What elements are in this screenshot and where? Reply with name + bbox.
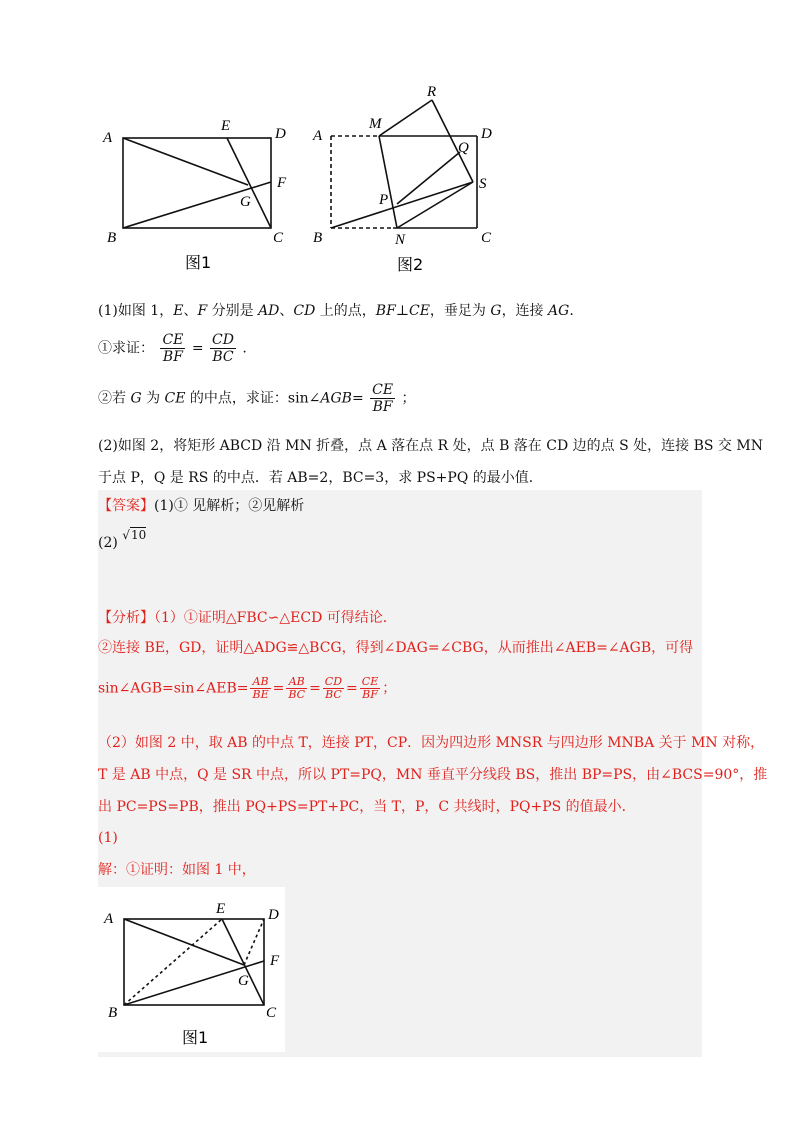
label-g: G: [240, 194, 251, 210]
label-q: Q: [458, 140, 469, 156]
segment-ce: [222, 919, 264, 1005]
analysis-line6: 出 PC=PS=PB，推出 PQ+PS=PT+PC，当 T，P，C 共线时，PQ+PS 的值最小．: [98, 799, 636, 815]
analysis-line5: T 是 AB 中点，Q 是 SR 中点，所以 PT=PQ，MN 垂直平分线段 BS，推出 BP=PS，由∠BCS=90°，推: [98, 767, 768, 783]
solution-label: (1): [98, 830, 118, 846]
label-d: D: [268, 907, 279, 923]
analysis-line3: sin∠AGB=sin∠AEB= $\frac{AB}{BE}$ = $\frac{AB}{BC}$ = $\frac{CD}{BC}$ = $\frac{CE}{BF}$ ；: [98, 675, 397, 701]
label-c: C: [273, 230, 284, 246]
answer-part2: (2) √10: [98, 533, 146, 553]
label-a: A: [313, 128, 323, 144]
problem-part2-line2: 于点 P，Q 是 RS 的中点．若 AB=2，BC=3，求 PS+PQ 的最小值．: [98, 470, 543, 486]
label-n: N: [395, 232, 406, 248]
label-f: F: [277, 175, 287, 191]
segment-bs: [331, 182, 473, 228]
figure-3-caption: 图1: [182, 1028, 209, 1047]
label-s: S: [479, 176, 487, 192]
figure-1: [95, 110, 305, 285]
analysis-line4: （2）如图 2 中，取 AB 的中点 T，连接 PT，CP．因为四边形 MNSR 与四边形 MNBA 关于 MN 对称，: [98, 735, 765, 751]
problem-part2-line1: (2)如图 2，将矩形 ABCD 沿 MN 折叠，点 A 落在点 R 处，点 B 落在 CD 边的点 S 处，连接 BS 交 MN: [98, 438, 763, 454]
segment-ns: [397, 182, 473, 228]
segment-ag: [123, 138, 248, 185]
segment-mr: [379, 100, 432, 136]
dashed-be: [124, 919, 222, 1005]
analysis-line1: 【分析】（1）①证明△FBC∽△ECD 可得结论．: [98, 610, 397, 626]
figure-2: [305, 80, 515, 285]
label-p: P: [379, 192, 389, 208]
segment-ce: [227, 138, 271, 228]
label-a: A: [104, 911, 114, 927]
label-r: R: [427, 84, 437, 100]
label-c: C: [481, 230, 492, 246]
problem-part1-item2: ②若 G 为 CE 的中点，求证：sin∠AGB= $\frac{CE}{BF}$ ；: [98, 382, 416, 415]
solution-line1: 解：①证明：如图 1 中，: [98, 862, 256, 878]
problem-part1-intro: (1)如图 1，E、F 分别是 AD、CD 上的点，BF⊥CE，垂足为 G，连接 AG.: [98, 303, 574, 319]
answer-line: 【答案】(1)① 见解析；②见解析: [98, 498, 305, 514]
label-b: B: [108, 1005, 118, 1021]
figure-1-caption: 图1: [185, 253, 212, 272]
label-f: F: [270, 953, 280, 969]
dashed-gd: [244, 919, 264, 965]
label-d: D: [275, 126, 286, 142]
label-b: B: [313, 230, 323, 246]
sqrt-10: √10: [122, 528, 147, 542]
label-c: C: [266, 1005, 277, 1021]
label-e: E: [221, 118, 231, 134]
label-e: E: [216, 901, 226, 917]
analysis-line2: ②连接 BE，GD，证明△ADG≌△BCG，得到∠DAG=∠CBG，从而推出∠AEB=∠AGB，可得: [98, 640, 694, 656]
figure-3: [98, 893, 288, 1055]
problem-part1-item1: ①求证： $\frac{CE}{BF}$ = $\frac{CD}{BC}$ .: [98, 332, 247, 365]
label-b: B: [107, 230, 117, 246]
figure-2-caption: 图2: [397, 255, 424, 274]
label-a: A: [103, 130, 113, 146]
label-g: G: [238, 973, 249, 989]
label-d: D: [481, 126, 492, 142]
segment-mn: [379, 136, 397, 228]
label-m: M: [369, 116, 382, 132]
